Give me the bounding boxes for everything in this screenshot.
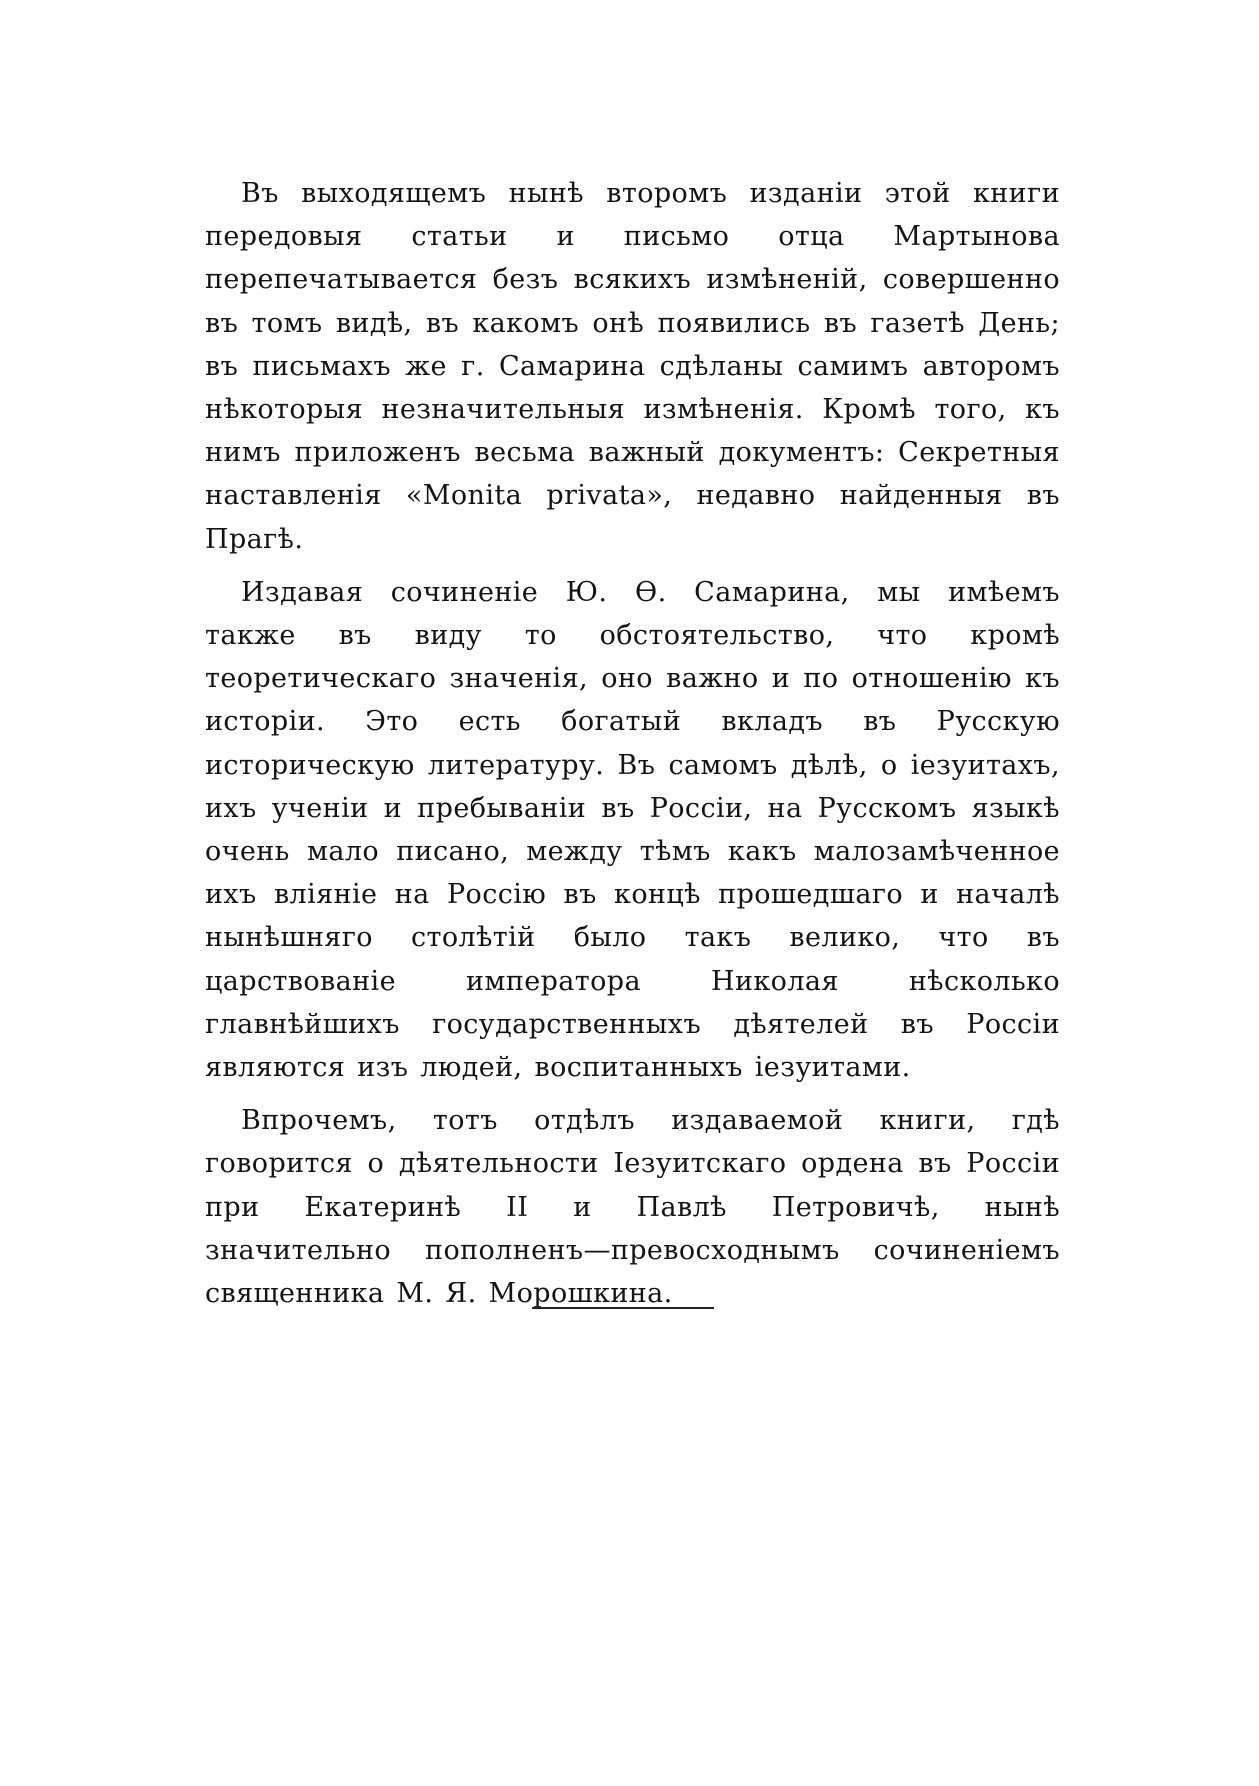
closing-rule xyxy=(532,1307,714,1309)
paragraph-historical-significance: Издавая сочиненіе Ю. Ѳ. Самарина, мы имѣемъ также въ виду то обстоятельство, что кромѣ теоретическаго значенія, оно важно и по отношенію къ исторіи. Это есть богатый вкладъ въ Русскую историческую литературу. Въ самомъ дѣлѣ, о іезуитахъ, ихъ ученіи и пребываніи въ Россіи, на Русскомъ языкѣ очень мало писано, между тѣмъ какъ малозамѣченное ихъ вліяніе на Россію въ концѣ прошедшаго и началѣ нынѣшняго столѣтій было такъ велико, что въ царствованіе императора Николая нѣсколько главнѣйшихъ государственныхъ дѣятелей въ Россіи являются изъ людей, воспитанныхъ іезуитами. xyxy=(205,576,1060,1084)
text-block xyxy=(205,172,1060,1325)
paragraph-second-edition: Въ выходящемъ нынѣ второмъ изданіи этой книги передовыя статьи и письмо отца Мартынова перепечатывается безъ всякихъ измѣненій, совершенно въ томъ видѣ, въ какомъ онѣ появились въ газетѣ День; въ письмахъ же г. Самарина сдѣланы самимъ авторомъ нѣкоторыя незначительныя измѣненія. Кромѣ того, къ нимъ приложенъ весьма важный документъ: Секретныя наставленія «Monita privata», недавно найденныя въ Прагѣ. xyxy=(205,178,1060,555)
paragraph-supplement: Впрочемъ, тотъ отдѣлъ издаваемой книги, гдѣ говорится о дѣятельности Іезуитскаго ордена въ Россіи при Екатеринѣ II и Павлѣ Петровичѣ, нынѣ значительно пополненъ—превосходнымъ сочиненіемъ священника М. Я. Морошкина. xyxy=(205,1105,1060,1310)
